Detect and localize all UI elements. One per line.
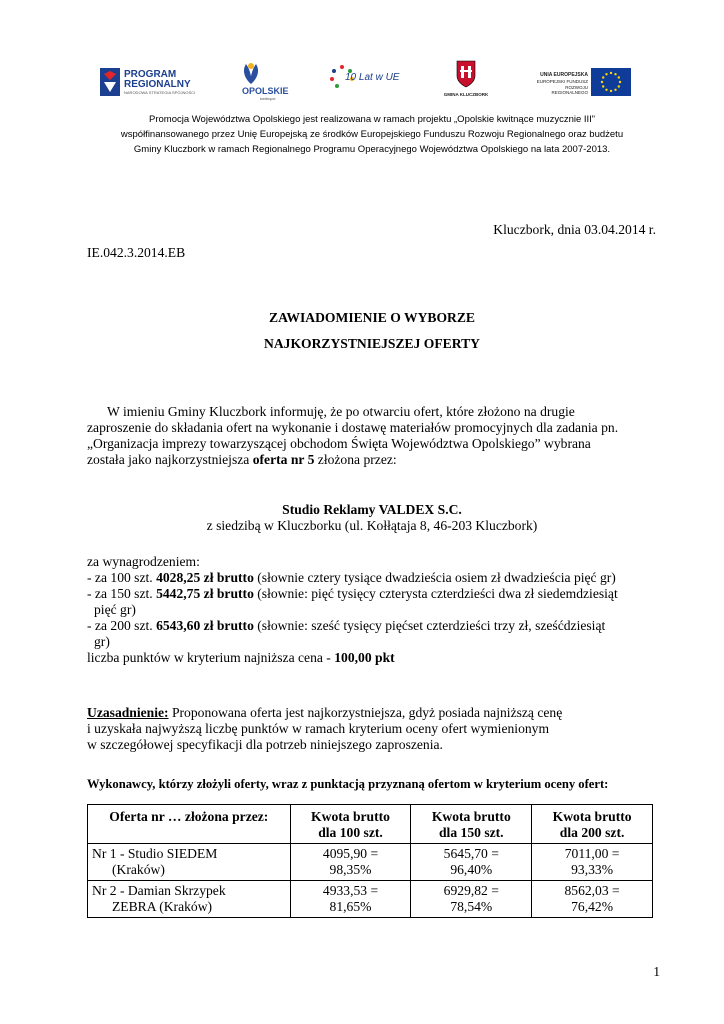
offer-name: Nr 1 - Studio SIEDEM (Kraków) — [88, 844, 291, 881]
coat-of-arms-icon — [456, 60, 476, 88]
program-regionalny-tagline: NARODOWA STRATEGIA SPÓJNOŚCI — [124, 90, 196, 95]
offer-200: 8562,03 = 76,42% — [532, 881, 653, 918]
offer-100: 4095,90 = 98,35% — [290, 844, 411, 881]
gmina-kluczbork-logo — [438, 58, 494, 104]
price-item-200: - za 200 szt. 6543,60 zł brutto (słownie: sześć tysięcy pięćset czterdzieści trzy zł, sześćdziesiąt gr) — [87, 618, 606, 649]
program-regionalny-logo — [100, 58, 196, 104]
selected-company-name: Studio Reklamy VALDEX S.C. — [282, 502, 462, 517]
eu-fund-label: EUROPEJSKI FUNDUSZ ROZWOJU REGIONALNEGO — [536, 79, 588, 95]
eu-fund-logo — [532, 58, 632, 104]
opolskie-flower-icon — [240, 60, 262, 86]
header-offer: Oferta nr … złożona przez: — [88, 805, 291, 844]
table-intro: Wykonawcy, którzy złożyli oferty, wraz z punktacją przyznaną ofertom w kryterium oceny ofert: — [87, 777, 609, 791]
justification-paragraph: Uzasadnienie: Proponowana oferta jest najkorzystniejsza, gdyż posiada najniższą cenę i uzyskała najwyższą liczbę punktów w ramach kryterium oceny ofert wymienionym w szczegółowej specyfikacji dla potrzeb niniejszego zaproszenia. — [87, 705, 563, 752]
offer-200: 7011,00 = 93,33% — [532, 844, 653, 881]
intro-paragraph: W imieniu Gminy Kluczbork informuję, że po otwarciu ofert, które złożono na drugie zaproszenie do składania ofert na wykonanie i dostawę materiałów promocyjnych dla zadania pn. „Organizacja imprezy towarzyszącej obchodom Święta Województwa Opolskiego” wybrana została jako najkorzystniejsza oferta nr 5 złożona przez: — [87, 404, 619, 467]
price-item-100: - za 100 szt. 4028,25 zł brutto (słownie cztery tysiące dwadzieścia osiem zł dwadzieścia pięć gr) — [87, 570, 616, 585]
header-100: Kwota brutto dla 100 szt. — [290, 805, 411, 844]
offers-table — [87, 804, 653, 918]
ten-years-eu-text: 10 Lat w UE — [345, 72, 400, 83]
table-header-row — [88, 805, 653, 844]
table-row — [88, 844, 653, 881]
page-number: 1 — [653, 964, 660, 979]
table-row — [88, 881, 653, 918]
selected-company-address: z siedzibą w Kluczborku (ul. Kołłątaja 8, 46-203 Kluczbork) — [206, 518, 538, 533]
offer-name: Nr 2 - Damian Skrzypek ZEBRA (Kraków) — [88, 881, 291, 918]
opolskie-name: OPOLSKIE — [242, 86, 289, 96]
header-200: Kwota brutto dla 200 szt. — [532, 805, 653, 844]
ten-years-eu-logo — [325, 58, 405, 104]
place-and-date: Kluczbork, dnia 03.04.2014 r. — [493, 222, 656, 237]
gmina-name: GMINA KLUCZBORK — [443, 92, 489, 97]
remuneration-label: za wynagrodzeniem: — [87, 554, 200, 569]
program-regionalny-title: PROGRAM REGIONALNY — [124, 69, 191, 90]
project-promotion-note: Promocja Województwa Opolskiego jest realizowana w ramach projektu „Opolskie kwitnące muzycznie III” współfinansowanego przez Unię Europejską ze środków Europejskiego Funduszu Rozwoju Regionalnego oraz budżetu Gminy Kluczbork w ramach Regionalnego Programu Operacyjnego Województwa Opolskiego na lata 2007-2013. — [120, 114, 624, 155]
offer-150: 5645,70 = 96,40% — [411, 844, 532, 881]
notice-title-line2: NAJKORZYSTNIEJSZEJ OFERTY — [264, 336, 480, 351]
notice-title-line1: ZAWIADOMIENIE O WYBORZE — [269, 310, 475, 325]
price-item-150: - za 150 szt. 5442,75 zł brutto (słownie: pięć tysięcy czterysta czterdzieści dwa zł siedemdziesiąt pięć gr) — [87, 586, 618, 617]
header-150: Kwota brutto dla 150 szt. — [411, 805, 532, 844]
offer-100: 4933,53 = 81,65% — [290, 881, 411, 918]
points-line: liczba punktów w kryterium najniższa cena - 100,00 pkt — [87, 650, 395, 665]
remuneration-section — [87, 554, 657, 666]
eu-union-label: UNIA EUROPEJSKA — [540, 72, 588, 78]
eu-flag-icon — [591, 68, 631, 96]
opolskie-tagline: kwitnące — [260, 96, 276, 101]
reference-number: IE.042.3.2014.EB — [87, 245, 186, 260]
opolskie-logo — [230, 58, 294, 104]
program-regionalny-mark-icon — [100, 68, 120, 96]
offer-150: 6929,82 = 78,54% — [411, 881, 532, 918]
